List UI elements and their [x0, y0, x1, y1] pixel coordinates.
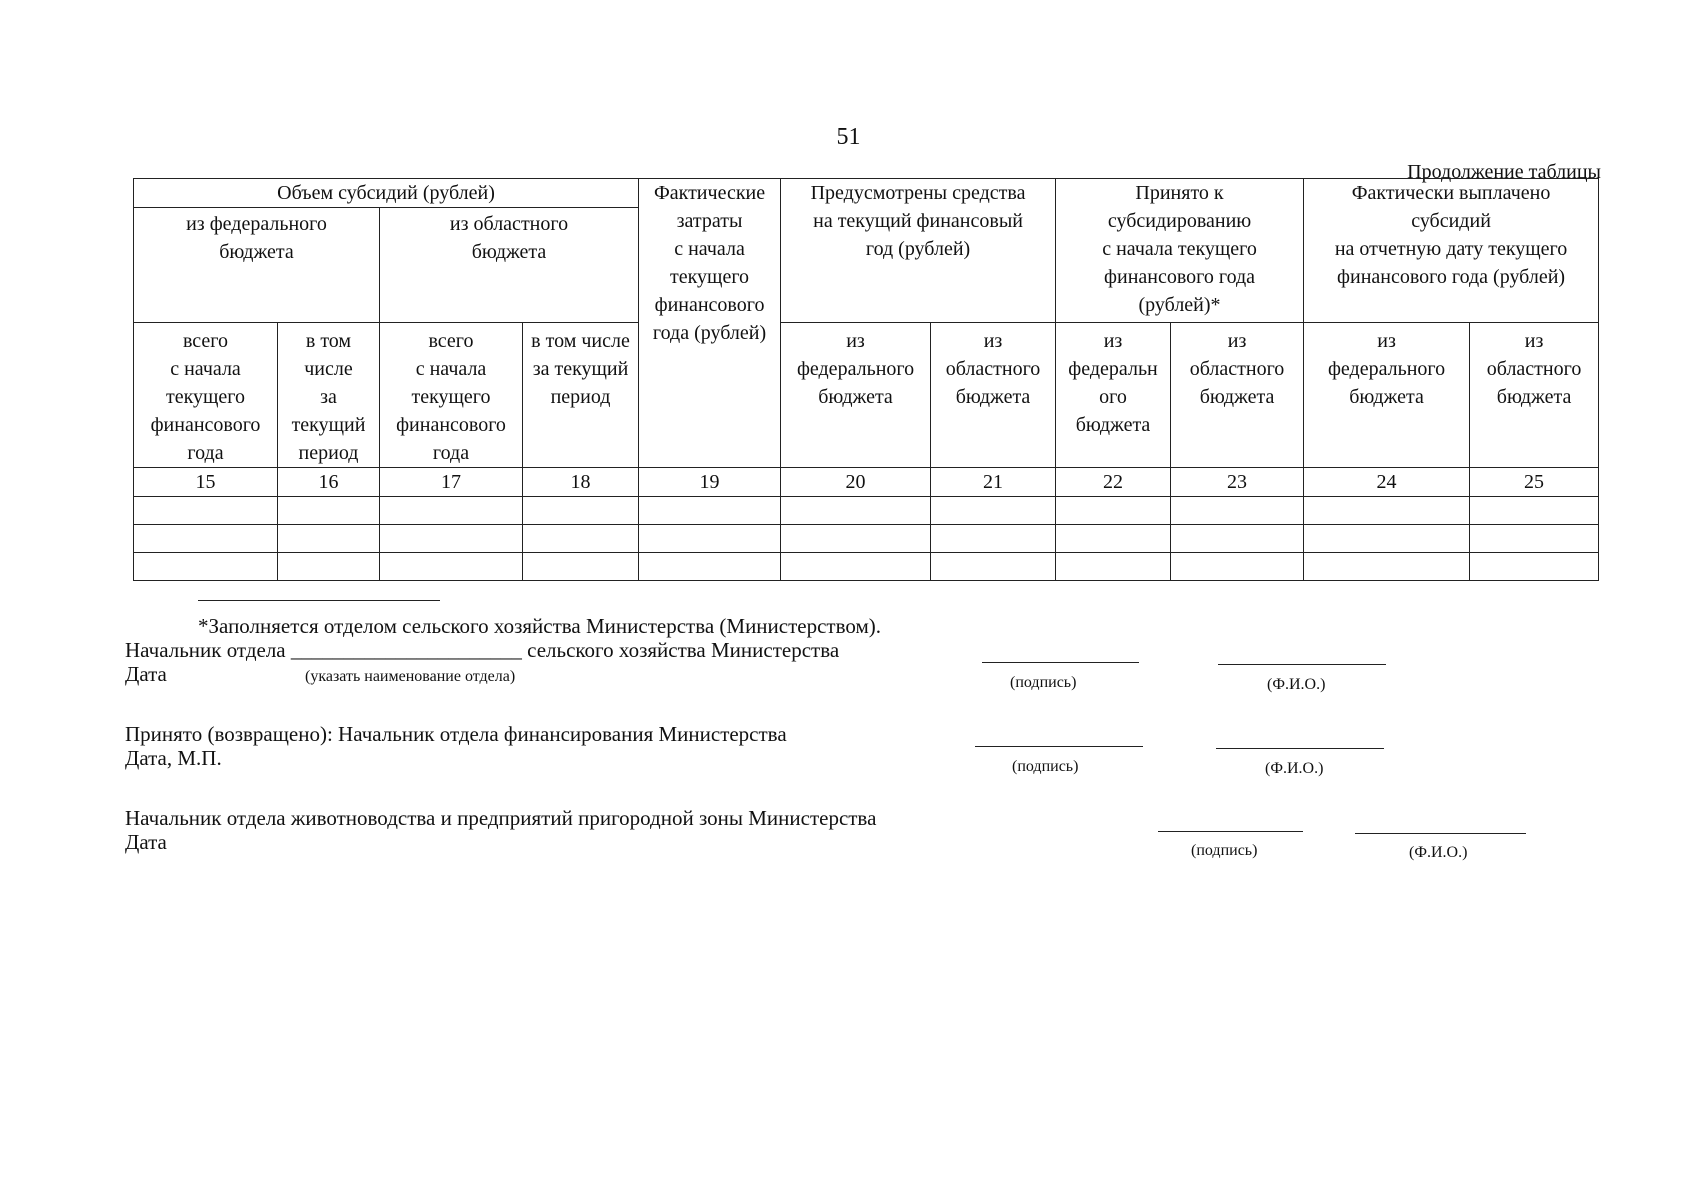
column-number: 25: [1470, 468, 1599, 497]
table-cell[interactable]: [1056, 497, 1171, 525]
header-col15-total: всего с начала текущего финансового года: [134, 323, 278, 468]
table-cell[interactable]: [1171, 525, 1304, 553]
fio-line[interactable]: [1218, 664, 1386, 665]
table-cell[interactable]: [380, 553, 523, 581]
table-continuation-label: Продолжение таблицы: [1407, 161, 1601, 183]
column-number: 16: [278, 468, 380, 497]
header-from-federal-budget: из федерального бюджета: [134, 208, 380, 323]
header-accepted-for-subsidy: Принято к субсидированию с начала текущего финансового года (рублей)*: [1056, 179, 1304, 323]
signature-caption: (подпись): [1010, 674, 1077, 691]
column-number-row: [134, 468, 1599, 497]
table-cell[interactable]: [380, 497, 523, 525]
signature-line[interactable]: [1158, 831, 1303, 832]
table-cell[interactable]: [134, 497, 278, 525]
column-number: 17: [380, 468, 523, 497]
livestock-head-line: Начальник отдела животноводства и предприятий пригородной зоны Министерства: [125, 806, 877, 830]
date-stamp-label: Дата, М.П.: [125, 746, 222, 770]
header-col24-federal: из федерального бюджета: [1304, 323, 1470, 468]
table-cell[interactable]: [523, 497, 639, 525]
page-number: 51: [836, 124, 861, 150]
table-cell[interactable]: [1470, 497, 1599, 525]
column-number: 23: [1171, 468, 1304, 497]
subsidy-table: [133, 178, 1599, 581]
column-number: 20: [781, 468, 931, 497]
table-row: [134, 525, 1599, 553]
table-cell[interactable]: [1304, 553, 1470, 581]
table-cell[interactable]: [1171, 497, 1304, 525]
header-col20-federal: из федерального бюджета: [781, 323, 931, 468]
fio-line[interactable]: [1216, 748, 1384, 749]
signature-caption: (подпись): [1012, 758, 1079, 775]
table-row: [134, 553, 1599, 581]
table-cell[interactable]: [134, 525, 278, 553]
header-col21-regional: из областного бюджета: [931, 323, 1056, 468]
header-actual-costs: Фактические затраты с начала текущего финансового года (рублей): [639, 179, 781, 468]
column-number: 15: [134, 468, 278, 497]
table-cell[interactable]: [781, 497, 931, 525]
table-row: [134, 497, 1599, 525]
table-cell[interactable]: [278, 525, 380, 553]
date-label: Дата: [125, 830, 167, 854]
department-hint: (указать наименование отдела): [305, 668, 516, 685]
fio-line[interactable]: [1355, 833, 1526, 834]
fio-caption: (Ф.И.О.): [1409, 844, 1468, 861]
date-label: Дата: [125, 662, 167, 686]
fio-caption: (Ф.И.О.): [1267, 676, 1326, 693]
table-cell[interactable]: [1304, 525, 1470, 553]
signature-caption: (подпись): [1191, 842, 1258, 859]
accepted-returned-line: Принято (возвращено): Начальник отдела финансирования Министерства: [125, 722, 787, 746]
table-cell[interactable]: [134, 553, 278, 581]
footnote: *Заполняется отделом сельского хозяйства Министерства (Министерством).: [198, 614, 882, 638]
signature-line[interactable]: [982, 662, 1139, 663]
table-cell[interactable]: [931, 497, 1056, 525]
header-col16-period: в том числе за текущий период: [278, 323, 380, 468]
table-cell[interactable]: [781, 525, 931, 553]
table-cell[interactable]: [639, 553, 781, 581]
header-subsidy-volume: Объем субсидий (рублей): [134, 179, 639, 208]
table-cell[interactable]: [1056, 525, 1171, 553]
header-planned-funds: Предусмотрены средства на текущий финансовый год (рублей): [781, 179, 1056, 323]
table-cell[interactable]: [781, 553, 931, 581]
table-cell[interactable]: [639, 497, 781, 525]
table-cell[interactable]: [639, 525, 781, 553]
column-number: 22: [1056, 468, 1171, 497]
head-of-department-label: Начальник отдела: [125, 638, 286, 662]
head-of-department-suffix: сельского хозяйства Министерства: [527, 638, 840, 662]
table-cell[interactable]: [931, 553, 1056, 581]
header-actually-paid: Фактически выплачено субсидий на отчетную дату текущего финансового года (рублей): [1304, 179, 1599, 323]
signature-line[interactable]: [975, 746, 1143, 747]
column-number: 18: [523, 468, 639, 497]
header-col23-regional: из областного бюджета: [1171, 323, 1304, 468]
table-cell[interactable]: [1470, 525, 1599, 553]
table-cell[interactable]: [380, 525, 523, 553]
header-col17-total: всего с начала текущего финансового года: [380, 323, 523, 468]
header-col18-period: в том числе за текущий период: [523, 323, 639, 468]
table-cell[interactable]: [278, 553, 380, 581]
table-cell[interactable]: [1171, 553, 1304, 581]
header-col25-regional: из областного бюджета: [1470, 323, 1599, 468]
column-number: 24: [1304, 468, 1470, 497]
column-number: 19: [639, 468, 781, 497]
table-cell[interactable]: [931, 525, 1056, 553]
header-from-regional-budget: из областного бюджета: [380, 208, 639, 323]
table-cell[interactable]: [523, 525, 639, 553]
table-cell[interactable]: [1470, 553, 1599, 581]
fio-caption: (Ф.И.О.): [1265, 760, 1324, 777]
column-number: 21: [931, 468, 1056, 497]
table-cell[interactable]: [523, 553, 639, 581]
table-cell[interactable]: [1056, 553, 1171, 581]
header-col22-federal: из федеральн ого бюджета: [1056, 323, 1171, 468]
head-of-department-line: [125, 638, 839, 663]
footnote-divider: [198, 600, 440, 601]
table-cell[interactable]: [278, 497, 380, 525]
table-cell[interactable]: [1304, 497, 1470, 525]
department-name-blank[interactable]: ______________________: [290, 638, 522, 662]
